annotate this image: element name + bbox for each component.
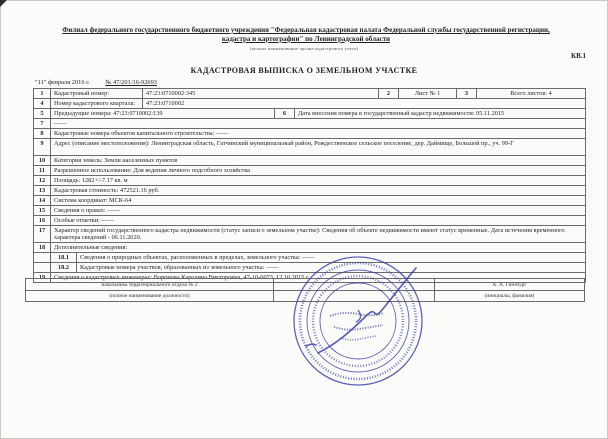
scan-corner-artifact [0, 0, 7, 7]
sheet-number: Лист № 1 [399, 89, 457, 98]
form-code: КВ.1 [571, 52, 586, 60]
cadastral-number-value: 47:23:0710002:345 [143, 89, 379, 98]
row-number-spacer [34, 263, 51, 272]
table-row-15 [34, 206, 585, 216]
table-row-16 [34, 216, 585, 226]
signer-name-hint: (инициалы, фамилия) [484, 293, 535, 299]
rights-info: Сведения о правах: —— [54, 207, 120, 214]
table-row-14 [34, 196, 585, 206]
row-number: 16 [34, 216, 51, 225]
row-number: 17 [34, 226, 51, 242]
issue-date: "11" февраля 2016 г. [35, 79, 90, 86]
row-number: 13 [34, 186, 51, 195]
cadastral-engineers: Сведения о кадастровых инженерах: Воронова Каролина Викторовна, 47-10-0073, 12.10.2015 г. [54, 274, 310, 281]
additional-info-header: Дополнительные сведения: [54, 244, 128, 251]
table-row-17 [34, 226, 585, 243]
row-number: 3 [457, 89, 477, 98]
date-line [35, 79, 157, 86]
signer-name: А. А. Гинзбург [492, 281, 527, 288]
table-row-12 [34, 176, 585, 186]
document-title: КАДАСТРОВАЯ ВЫПИСКА О ЗЕМЕЛЬНОМ УЧАСТКЕ [190, 66, 418, 75]
table-row-4 [34, 99, 585, 109]
capital-objects: Кадастровые номера объектов капитального строительства: —— [54, 130, 229, 137]
total-sheets: Всего листов: 4 [510, 90, 552, 97]
stamp-seal-icon [288, 248, 430, 396]
org-name-hint: (полное наименование органа кадастрового учета) [249, 46, 359, 51]
table-row-1 [34, 89, 585, 99]
row-number: 12 [34, 176, 51, 185]
natural-objects: Сведения о природных объектах, расположенных в пределах, земельного участка: —— [80, 254, 315, 261]
previous-numbers: Предыдущие номера: 47:23:0710002:139 [51, 109, 275, 118]
row-number: 11 [34, 166, 51, 175]
row-number: 10 [34, 156, 51, 165]
quarter-number-value: 47:23:0710002 [146, 100, 185, 107]
table-row-11 [34, 166, 585, 176]
row-number: 18.2 [51, 263, 77, 272]
cadastral-number-label: Кадастровый номер: [51, 89, 143, 98]
signer-position: начальника территориального отдела № 2 [26, 279, 274, 290]
record-status: Характер сведений государственного кадастра недвижимости (статус записи о земельном участке): Сведения об объекте недвижимости имеют статус временные. Дата истечения временного характера сведений - 06.11.2020. [54, 227, 565, 242]
address: Адрес (описание местоположения): Ленинградская область, Гатчинский муниципальный район, Рождественское сельское поселение, дер. Даймище, Большой пр., уч. 99-Г [54, 140, 514, 147]
row-number: 7 [34, 119, 51, 128]
permitted-use: Разрешенное использование: Для ведения личного подсобного хозяйства [54, 167, 250, 174]
row-number: 15 [34, 206, 51, 215]
land-category: Категория земель: Земли населенных пунктов [54, 157, 178, 164]
document-number: № 47/201/16-92693 [105, 79, 157, 86]
row-number: 18 [34, 243, 51, 252]
row-number: 6 [275, 109, 295, 118]
row-number: 9 [34, 139, 51, 155]
table-row-10 [34, 156, 585, 166]
special-notes: Особые отметки: —— [54, 217, 114, 224]
table-row-8 [34, 129, 585, 139]
table-row-5 [34, 109, 585, 119]
row-number: 18.1 [51, 253, 77, 262]
cadastral-value: Кадастровая стоимость: 472521.16 руб. [54, 187, 160, 194]
area: Площадь: 1282+/-7.17 кв. м [54, 177, 128, 184]
row-number: 14 [34, 196, 51, 205]
signer-position-hint: (полное наименование должности) [26, 291, 274, 301]
row-number: 19 [34, 273, 51, 282]
table-row-13 [34, 186, 585, 196]
row-number: 8 [34, 129, 51, 138]
org-name: Филиал федерального государственного бюджетного учреждения "Федеральная кадастровая палата Федеральной службы государственной регистрации, кадастра и картографии" по Ленинградской области [62, 26, 550, 43]
table-row-7 [34, 119, 585, 129]
quarter-number-label: Номер кадастрового квартала: [51, 99, 143, 108]
row-number: 1 [34, 89, 51, 98]
coordinate-system: Система координат: МСК-64 [54, 197, 132, 204]
row-number: 4 [34, 99, 51, 108]
row-number: 5 [34, 109, 51, 118]
row-text: —— [54, 120, 67, 127]
table-row-9 [34, 139, 585, 156]
official-stamp [288, 248, 430, 396]
row-number: 2 [379, 89, 399, 98]
derived-parcels: Кадастровые номера участков, образованных из земельного участка: —— [80, 264, 279, 271]
row-number-spacer [34, 253, 51, 262]
registration-date: Дата внесения номера в государственный кадастр недвижимости: 05.11.2015 [298, 110, 505, 117]
